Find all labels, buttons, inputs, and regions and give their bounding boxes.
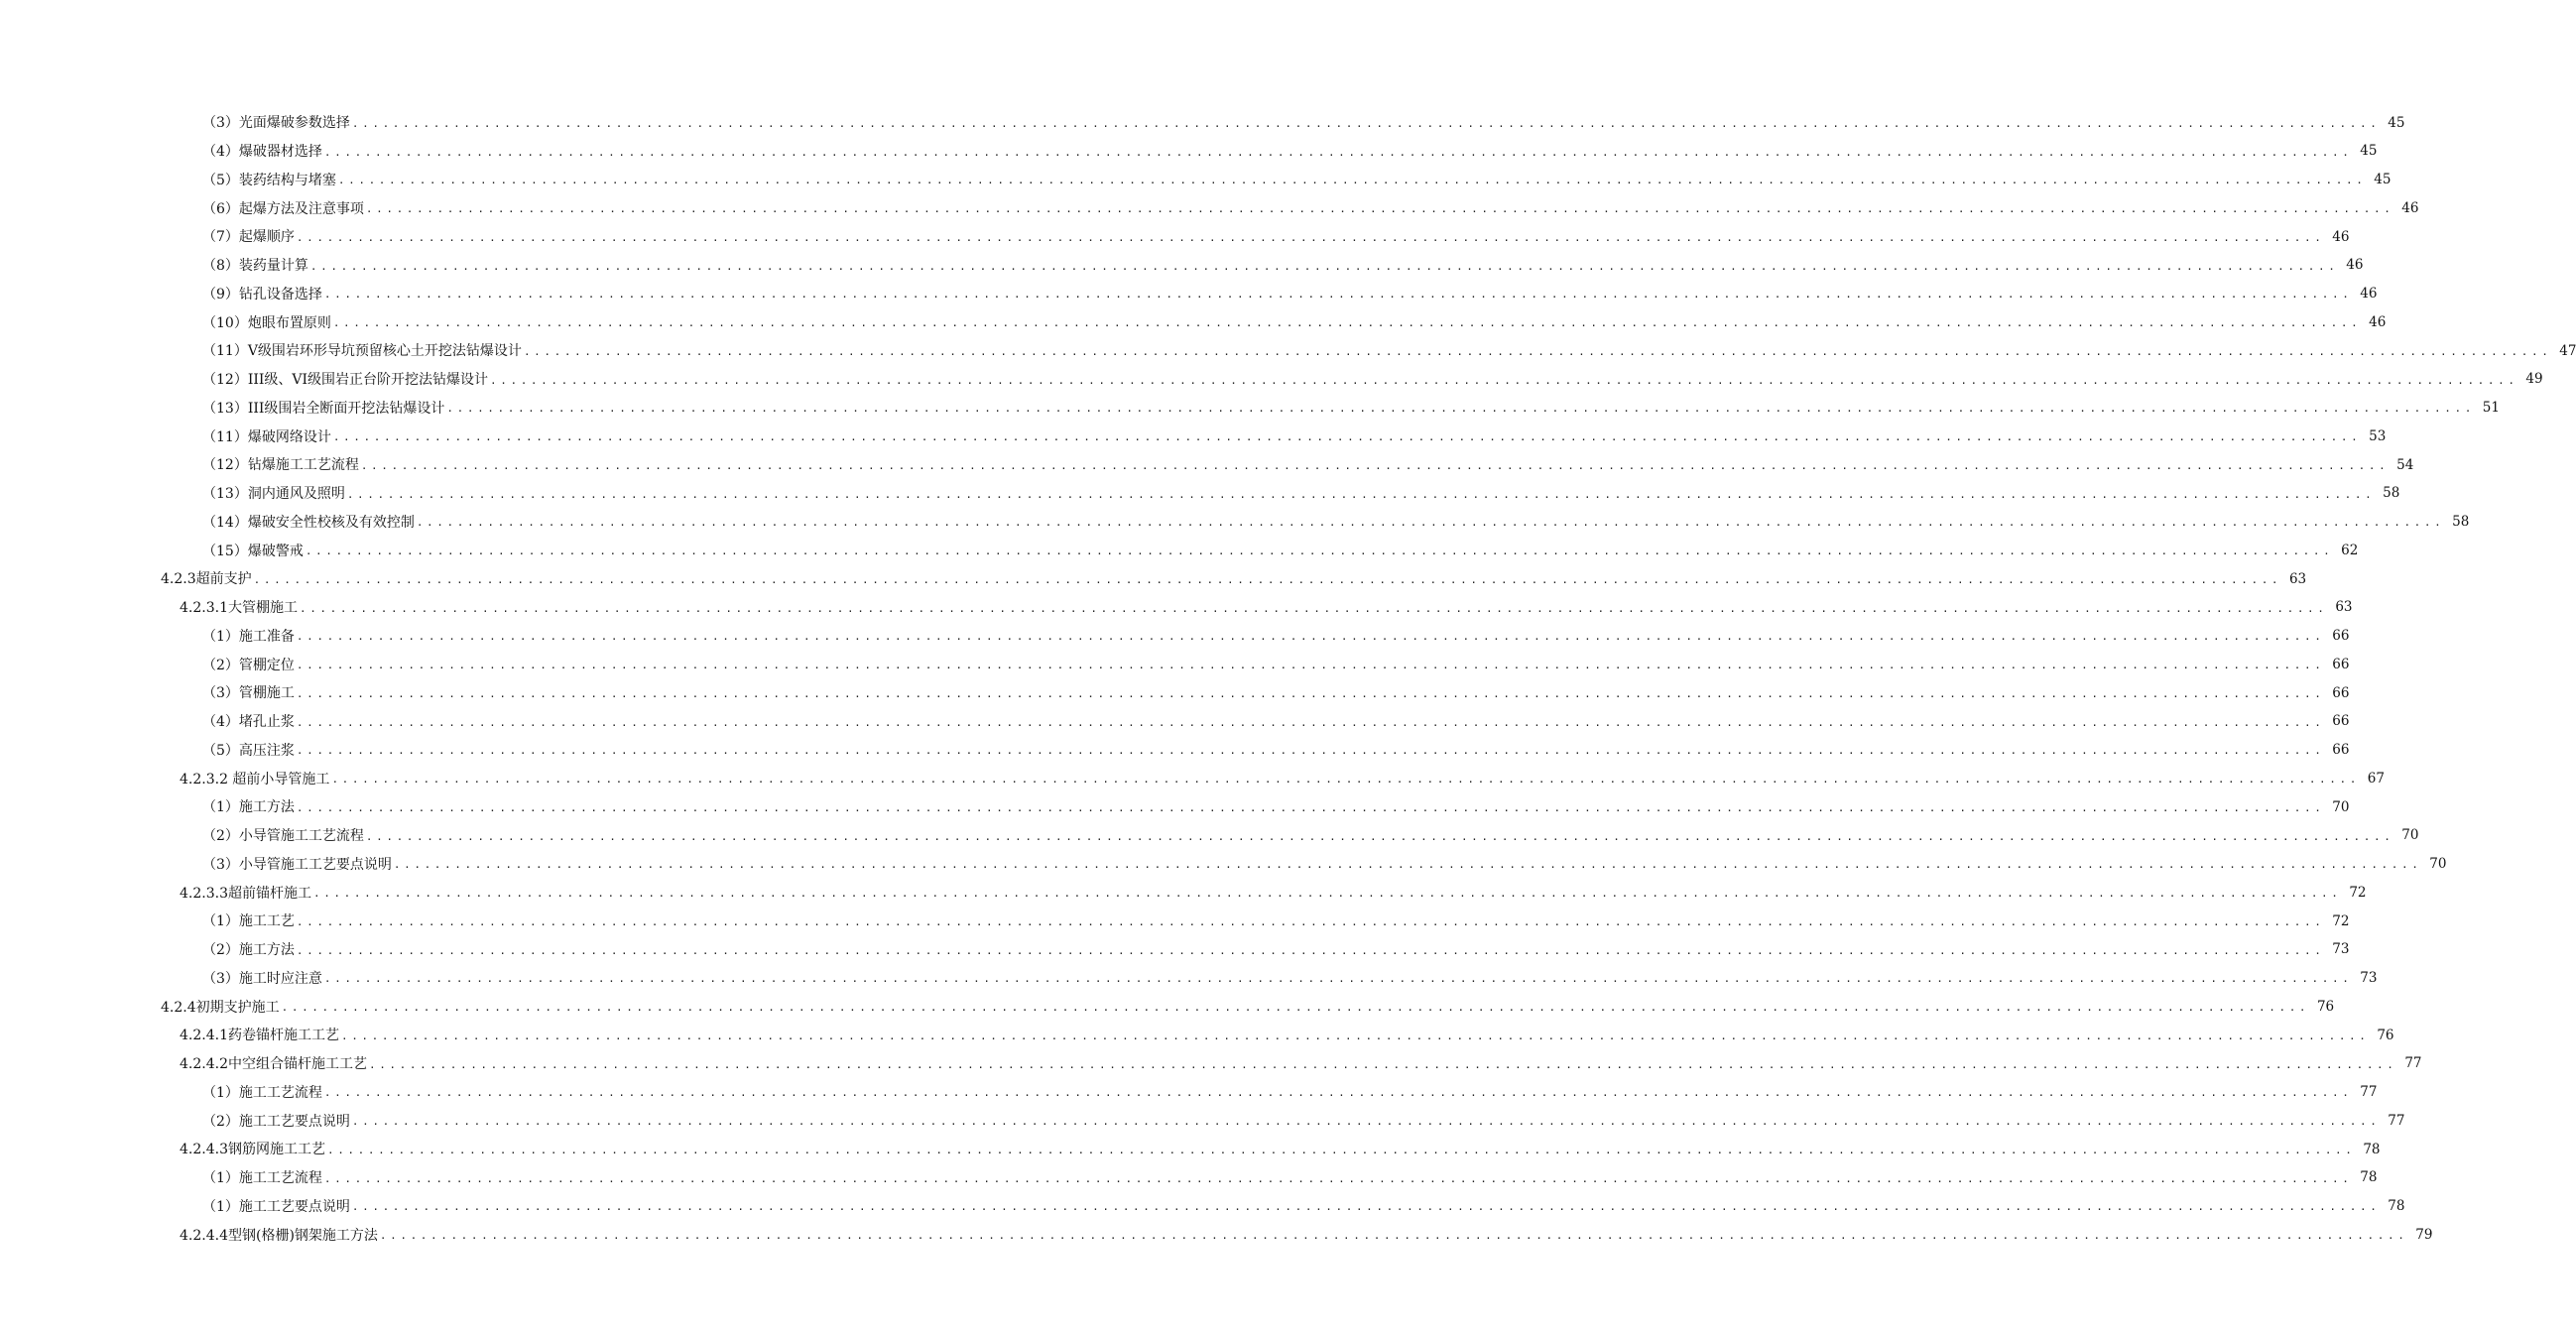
dot-leader: ........................................................................................................................................................................................................ [337,174,2367,187]
toc-entry-title: （5）装药结构与堵塞 [202,172,336,188]
toc-entry[interactable] [0,936,2350,965]
toc-entry-page-number: 73 [2360,970,2378,987]
toc-entry[interactable] [0,623,2350,652]
dot-leader: ........................................................................................................................................................................................................ [332,430,2362,444]
toc-entry[interactable] [0,138,2378,167]
toc-entry[interactable] [0,252,2364,281]
dot-leader: ........................................................................................................................................................................................................ [393,858,2422,872]
dot-leader: ........................................................................................................................................................................................................ [379,1229,2408,1243]
toc-entry[interactable] [0,366,2543,395]
dot-leader: ........................................................................................................................................................................................................ [490,373,2518,387]
dot-leader: ........................................................................................................................................................................................................ [323,1171,2353,1185]
toc-entry-title: （11）爆破网络设计 [202,428,331,445]
toc-entry-title: 4.2.3.3超前锚杆施工 [180,885,311,902]
toc-entry[interactable] [0,908,2350,936]
toc-entry-page-number: 66 [2332,628,2350,645]
toc-entry-page-number: 66 [2332,656,2350,672]
toc-entry[interactable] [0,480,2400,509]
toc-entry-title: 4.2.4.3钢筋网施工工艺 [180,1142,325,1158]
dot-leader: ........................................................................................................................................................................................................ [296,686,2325,700]
toc-entry-page-number: 49 [2525,371,2543,388]
dot-leader: ........................................................................................................................................................................................................ [340,1029,2370,1042]
toc-entry-page-number: 58 [2383,485,2400,502]
toc-entry-title: （9）钻孔设备选择 [202,286,322,303]
dot-leader: ........................................................................................................................................................................................................ [523,344,2552,358]
toc-entry-page-number: 77 [2388,1112,2405,1129]
toc-entry-page-number: 70 [2429,856,2447,873]
toc-entry-title: （1）施工工艺 [202,913,295,930]
toc-entry-title: 4.2.4.1药卷锚杆施工工艺 [180,1028,339,1044]
toc-entry-title: （8）装药量计算 [202,258,308,275]
toc-entry[interactable] [0,537,2359,565]
toc-entry[interactable] [0,423,2387,451]
toc-entry-title: （13）洞内通风及照明 [202,486,345,503]
toc-entry[interactable] [0,337,2576,366]
toc-entry[interactable] [0,1022,2394,1050]
toc-entry-title: 4.2.3.1大管棚施工 [180,600,298,617]
dot-leader: ........................................................................................................................................................................................................ [360,458,2390,472]
toc-entry-title: （2）管棚定位 [202,657,295,673]
toc-entry-page-number: 58 [2452,514,2470,531]
dot-leader: ........................................................................................................................................................................................................ [351,1115,2381,1129]
toc-entry[interactable] [0,194,2419,223]
toc-entry-page-number: 67 [2367,770,2385,787]
toc-entry[interactable] [0,765,2385,793]
toc-entry[interactable] [0,451,2414,480]
toc-entry[interactable] [0,281,2378,309]
toc-entry[interactable] [0,965,2378,994]
toc-entry-page-number: 53 [2369,427,2387,444]
toc-entry-title: （10）炮眼布置原则 [202,314,331,331]
toc-entry-title: （1）施工准备 [202,628,295,645]
toc-entry-page-number: 66 [2332,742,2350,759]
toc-entry[interactable] [0,737,2350,766]
dot-leader: ........................................................................................................................................................................................................ [365,829,2394,843]
toc-entry-title: 4.2.4初期支护施工 [161,999,280,1016]
toc-entry-title: （3）小导管施工工艺要点说明 [202,856,392,873]
toc-entry[interactable] [0,822,2419,851]
dot-leader: ........................................................................................................................................................................................................ [296,659,2325,672]
toc-entry[interactable] [0,565,2307,594]
toc-entry-page-number: 63 [2288,570,2307,587]
dot-leader: ........................................................................................................................................................................................................ [368,1057,2397,1071]
toc-entry-title: 4.2.4.4型钢(格栅)钢架施工方法 [180,1227,378,1244]
dot-leader: ........................................................................................................................................................................................................ [331,773,2360,787]
table-of-contents [0,109,2576,1250]
toc-entry-page-number: 66 [2332,713,2350,730]
toc-entry-page-number: 46 [2346,257,2364,274]
dot-leader: ........................................................................................................................................................................................................ [312,887,2342,901]
toc-entry-page-number: 77 [2360,1084,2378,1101]
toc-entry-page-number: 47 [2559,342,2576,359]
dot-leader: ........................................................................................................................................................................................................ [309,259,2339,273]
dot-leader: ........................................................................................................................................................................................................ [332,316,2362,330]
toc-entry[interactable] [0,308,2387,337]
toc-entry-page-number: 46 [2332,228,2350,245]
toc-entry[interactable] [0,1079,2378,1108]
toc-entry[interactable] [0,223,2350,252]
toc-entry[interactable] [0,509,2470,538]
toc-entry-page-number: 46 [2360,286,2378,303]
toc-entry-page-number: 79 [2415,1226,2433,1243]
toc-entry-page-number: 78 [2363,1141,2381,1157]
toc-entry-page-number: 78 [2388,1198,2405,1215]
toc-entry[interactable] [0,651,2350,679]
dot-leader: ........................................................................................................................................................................................................ [365,202,2394,216]
toc-entry-page-number: 70 [2401,827,2419,844]
dot-leader: ........................................................................................................................................................................................................ [323,288,2353,302]
toc-entry-title: （7）起爆顺序 [202,229,295,246]
dot-leader: ........................................................................................................................................................................................................ [346,487,2376,501]
toc-entry-title: （14）爆破安全性校核及有效控制 [202,514,415,531]
toc-entry-page-number: 45 [2374,172,2392,188]
toc-entry[interactable] [0,594,2353,623]
toc-entry[interactable] [0,879,2367,908]
toc-entry[interactable] [0,1107,2405,1136]
dot-leader: ........................................................................................................................................................................................................ [296,744,2325,758]
toc-entry-page-number: 46 [2401,199,2419,216]
toc-entry[interactable] [0,109,2405,138]
toc-entry[interactable] [0,1050,2422,1079]
toc-entry-page-number: 76 [2377,1027,2394,1043]
dot-leader: ........................................................................................................................................................................................................ [296,800,2325,814]
toc-entry-title: （3）光面爆破参数选择 [202,115,350,132]
toc-entry-title: （3）施工时应注意 [202,970,322,987]
toc-entry-page-number: 54 [2396,456,2414,473]
toc-entry-page-number: 46 [2369,313,2387,330]
toc-entry-page-number: 66 [2332,684,2350,701]
dot-leader: ........................................................................................................................................................................................................ [296,914,2325,928]
toc-entry[interactable] [0,1193,2405,1222]
toc-entry-page-number: 78 [2360,1169,2378,1186]
toc-entry-page-number: 72 [2332,912,2350,929]
dot-leader: ........................................................................................................................................................................................................ [296,230,2325,244]
dot-leader: ........................................................................................................................................................................................................ [305,545,2334,558]
toc-entry[interactable] [0,1164,2378,1193]
dot-leader: ........................................................................................................................................................................................................ [323,145,2353,159]
dot-leader: ........................................................................................................................................................................................................ [253,572,2282,586]
dot-leader: ........................................................................................................................................................................................................ [416,516,2445,530]
toc-entry-title: （1）施工工艺流程 [202,1084,322,1101]
toc-entry-page-number: 62 [2341,542,2359,558]
toc-entry[interactable] [0,167,2392,195]
toc-entry-title: 4.2.3.2 超前小导管施工 [180,771,330,788]
dot-leader: ........................................................................................................................................................................................................ [323,1086,2353,1100]
toc-entry[interactable] [0,679,2350,708]
toc-entry[interactable] [0,708,2350,737]
toc-entry-page-number: 51 [2482,400,2500,417]
dot-leader: ........................................................................................................................................................................................................ [296,943,2325,957]
toc-entry-title: 4.2.3超前支护 [161,571,252,588]
toc-entry-title: （2）施工工艺要点说明 [202,1113,350,1130]
dot-leader: ........................................................................................................................................................................................................ [323,972,2353,986]
toc-entry-page-number: 45 [2360,143,2378,160]
toc-entry[interactable] [0,793,2350,822]
toc-entry-title: （13）III级围岩全断面开挖法钻爆设计 [202,400,445,417]
toc-entry-title: （6）起爆方法及注意事项 [202,200,364,217]
toc-entry[interactable] [0,1136,2381,1164]
toc-entry-title: （4）堵孔止浆 [202,714,295,731]
toc-entry-title: （1）施工方法 [202,799,295,816]
toc-entry-title: （3）管棚施工 [202,685,295,702]
toc-entry-title: （2）施工方法 [202,942,295,959]
toc-entry-title: （5）高压注浆 [202,742,295,759]
dot-leader: ........................................................................................................................................................................................................ [281,1001,2310,1015]
toc-entry-page-number: 76 [2316,998,2335,1015]
toc-entry[interactable] [0,1221,2433,1250]
toc-entry-title: （12）钻爆施工工艺流程 [202,457,359,474]
toc-entry-title: （11）V级围岩环形导坑预留核心土开挖法钻爆设计 [202,343,522,360]
toc-entry-page-number: 45 [2388,114,2405,131]
toc-entry-title: （15）爆破警戒 [202,543,304,559]
dot-leader: ........................................................................................................................................................................................................ [296,630,2325,644]
toc-entry-page-number: 72 [2349,884,2367,901]
toc-entry-title: （1）施工工艺要点说明 [202,1198,350,1215]
toc-entry-title: （12）III级、VI级围岩正台阶开挖法钻爆设计 [202,372,489,389]
toc-entry[interactable] [0,395,2500,424]
toc-entry[interactable] [0,993,2335,1022]
dot-leader: ........................................................................................................................................................................................................ [446,402,2475,416]
dot-leader: ........................................................................................................................................................................................................ [299,601,2328,615]
dot-leader: ........................................................................................................................................................................................................ [326,1143,2356,1156]
toc-entry-page-number: 70 [2332,798,2350,815]
toc-entry-title: （1）施工工艺流程 [202,1170,322,1187]
toc-entry-page-number: 73 [2332,941,2350,958]
toc-entry-page-number: 77 [2404,1055,2422,1072]
toc-entry-title: （2）小导管施工工艺流程 [202,828,364,845]
toc-entry-title: （4）爆破器材选择 [202,144,322,161]
dot-leader: ........................................................................................................................................................................................................ [351,1200,2381,1214]
toc-entry-page-number: 63 [2335,599,2353,616]
toc-entry[interactable] [0,851,2447,880]
dot-leader: ........................................................................................................................................................................................................ [296,715,2325,729]
toc-entry-title: 4.2.4.2中空组合锚杆施工工艺 [180,1056,367,1073]
dot-leader: ........................................................................................................................................................................................................ [351,116,2381,130]
